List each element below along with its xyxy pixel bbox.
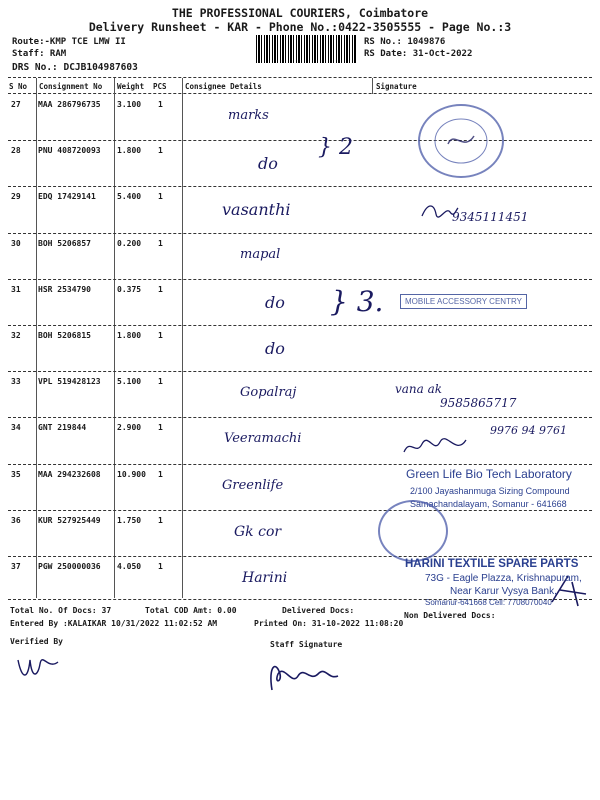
round-seal-stamp: [378, 500, 448, 562]
verified-by: Verified By: [10, 637, 63, 646]
row-sno: 31: [11, 284, 21, 294]
greenlife-stamp-title: Green Life Bio Tech Laboratory: [406, 467, 572, 481]
row-sno: 37: [11, 562, 21, 571]
row-sno: 27: [11, 100, 21, 109]
row-consignment: KUR 527925449: [38, 515, 101, 525]
row-consignee-handwritten: vasanthi: [222, 200, 291, 220]
row-divider: [8, 510, 592, 511]
row-consignee-handwritten: Veeramachi: [224, 431, 302, 447]
row-pcs: 1: [158, 331, 163, 340]
staff-signature: [262, 656, 342, 696]
greenlife-stamp-line: 2/100 Jayashanmuga Sizing Compound: [410, 486, 570, 496]
delivery-signature: [420, 200, 460, 222]
row-weight: 1.800: [117, 331, 142, 340]
row-weight: 0.375: [117, 284, 142, 294]
row-consignee-handwritten: Gopalraj: [240, 385, 297, 401]
col-header-sno: S No: [9, 82, 28, 91]
row-pcs: 1: [158, 377, 163, 387]
row-weight: 1.800: [117, 146, 142, 156]
non-delivered-docs: Non Delivered Docs:: [404, 611, 496, 620]
row-sno: 35: [11, 469, 21, 479]
row-consignee-handwritten: marks: [228, 108, 269, 123]
row-consignment: HSR 2534790: [38, 284, 91, 294]
greenlife-stamp-line: Samachandalayam, Somanur - 641668: [410, 499, 567, 509]
route-label: Route:-KMP TCE LMW II: [12, 37, 126, 47]
row-divider: [8, 325, 592, 326]
harini-stamp-line: Near Karur Vysya Bank,: [450, 586, 557, 597]
col-header-pcs: PCS: [153, 82, 167, 91]
row-sno: 36: [11, 515, 21, 525]
row-divider: [8, 279, 592, 280]
harini-stamp-title: HARINI TEXTILE SPARE PARTS: [405, 558, 579, 570]
row-consignee-handwritten: Greenlife: [222, 477, 284, 493]
row-pcs: 1: [158, 562, 163, 571]
harini-stamp-line: 73G - Eagle Plazza, Krishnapuram,: [425, 573, 582, 584]
drs-number: DRS No.: DCJB104987603: [12, 62, 138, 73]
row-sno: 28: [11, 146, 21, 156]
staff-label: Staff: RAM: [12, 49, 67, 59]
row-pcs: 1: [158, 515, 163, 525]
row-consignment: BOH 5206857: [38, 238, 91, 248]
row-pcs: 1: [158, 238, 163, 248]
row-weight: 4.050: [117, 562, 142, 571]
row-pcs: 1: [158, 100, 163, 109]
row-divider: [8, 417, 592, 418]
company-name: THE PROFESSIONAL COURIERS, Coimbatore: [171, 6, 429, 20]
row-weight: 0.200: [117, 238, 142, 248]
mobile-accessory-stamp: MOBILE ACCESSORY CENTRY: [400, 294, 527, 309]
row-weight: 5.400: [117, 192, 142, 202]
row-weight: 2.900: [117, 423, 142, 433]
row-sno: 34: [11, 423, 21, 433]
round-seal-stamp: [418, 104, 504, 178]
row-consignment: VPL 519428123: [38, 377, 101, 387]
col-divider: [114, 78, 115, 598]
delivery-signature: [400, 432, 520, 462]
col-header-consignee: Consignee Details: [185, 82, 262, 91]
row-consignment: MAA 286796735: [38, 100, 101, 109]
col-divider: [182, 78, 183, 598]
row-divider: [8, 464, 592, 465]
handwritten-name: vana ak: [395, 382, 443, 396]
barcode: [256, 35, 356, 63]
row-weight: 10.900: [117, 469, 146, 479]
row-consignment: PNU 408720093: [38, 146, 101, 156]
row-divider: [8, 556, 592, 557]
rs-date: RS Date: 31-Oct-2022: [364, 49, 473, 59]
col-header-weight: Weight: [117, 82, 145, 91]
row-consignment: MAA 294232608: [38, 469, 101, 479]
handwritten-phone: 9585865717: [440, 396, 517, 410]
row-pcs: 1: [158, 469, 163, 479]
handwritten-phone: 9345111451: [452, 210, 529, 224]
col-header-signature: Signature: [376, 82, 417, 91]
row-consignment: BOH 5206815: [38, 331, 91, 340]
row-consignee-handwritten: Harini: [242, 570, 288, 586]
row-divider: [8, 186, 592, 187]
table-bottom-rule: [8, 599, 592, 600]
row-consignee-handwritten: do: [258, 154, 278, 174]
delivered-docs: Delivered Docs:: [282, 606, 355, 615]
total-cod: Total COD Amt: 0.00: [145, 606, 237, 615]
col-header-consignment: Consignment No: [39, 82, 103, 91]
row-sno: 29: [11, 192, 21, 202]
row-consignment: PGW 250000036: [38, 562, 101, 571]
handwritten-brace: } 3.: [330, 285, 384, 318]
entered-by: Entered By :KALAIKAR 10/31/2022 11:02:52 AM: [10, 619, 218, 628]
row-pcs: 1: [158, 423, 163, 433]
row-consignee-handwritten: do: [265, 292, 285, 312]
handwritten-brace: } 2: [318, 135, 353, 160]
row-pcs: 1: [158, 192, 163, 202]
verifier-signature: [14, 650, 64, 686]
row-pcs: 1: [158, 284, 163, 294]
handwritten-phone: 9976 94 9761: [490, 424, 567, 437]
row-divider: [8, 371, 592, 372]
row-sno: 30: [11, 238, 21, 248]
row-weight: 3.100: [117, 100, 142, 109]
row-pcs: 1: [158, 146, 163, 156]
table-header-rule: [8, 93, 592, 94]
col-divider: [36, 78, 37, 598]
rs-number: RS No.: 1049876: [364, 37, 446, 47]
staff-signature-label: Staff Signature: [270, 640, 343, 649]
row-consignee-handwritten: Gk cor: [234, 523, 282, 540]
row-divider: [8, 140, 592, 141]
total-docs: Total No. Of Docs: 37: [10, 606, 112, 615]
col-divider: [372, 78, 373, 94]
printed-on: Printed On: 31-10-2022 11:08:20: [254, 619, 404, 628]
row-weight: 5.100: [117, 377, 142, 387]
runsheet-title: Delivery Runsheet - KAR - Phone No.:0422-3505555 - Page No.:3: [88, 20, 512, 34]
harini-stamp-line: Somanur-641668 Cell: 7708070040: [425, 598, 552, 607]
row-consignee-handwritten: mapal: [240, 246, 281, 262]
row-consignment: GNT 219844: [38, 423, 87, 433]
table-top-rule: [8, 77, 592, 78]
row-consignment: EDQ 17429141: [38, 192, 96, 202]
row-weight: 1.750: [117, 515, 142, 525]
row-sno: 32: [11, 331, 21, 340]
row-sno: 33: [11, 377, 21, 387]
row-divider: [8, 233, 592, 234]
row-consignee-handwritten: do: [265, 339, 285, 358]
